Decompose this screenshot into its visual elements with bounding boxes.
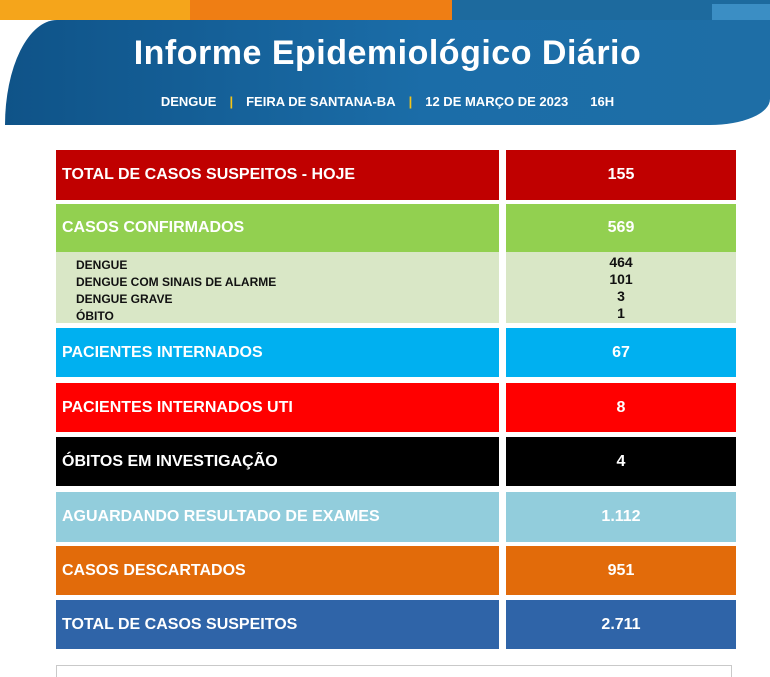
stripe-yellow: [0, 0, 190, 20]
breakdown-value: 101: [609, 271, 633, 287]
breakdown-label: DENGUE: [76, 258, 128, 272]
row-value: 569: [506, 204, 736, 252]
row-label: PACIENTES INTERNADOS: [56, 328, 499, 377]
row-value: 67: [506, 328, 736, 377]
row-label: ÓBITOS EM INVESTIGAÇÃO: [56, 437, 499, 486]
row-value: 4: [506, 437, 736, 486]
breakdown-value: 1: [617, 305, 625, 321]
row-label: TOTAL DE CASOS SUSPEITOS: [56, 600, 499, 649]
stripe-orange: [190, 0, 452, 20]
row-casos-descartados: [56, 546, 736, 595]
breakdown-label: ÓBITO: [76, 309, 114, 323]
disease-label: DENGUE: [160, 94, 217, 109]
city-label: FEIRA DE SANTANA-BA: [246, 94, 396, 109]
row-aguardando-exames: [56, 492, 736, 542]
row-label: TOTAL DE CASOS SUSPEITOS - HOJE: [56, 150, 499, 200]
row-obitos-investigacao: [56, 437, 736, 486]
stripe-light-blue: [712, 4, 770, 20]
separator: |: [408, 94, 413, 109]
row-value: 1.112: [506, 492, 736, 542]
breakdown-value: 464: [609, 254, 633, 270]
row-casos-confirmados: [56, 204, 736, 252]
row-value: 951: [506, 546, 736, 595]
row-label: CASOS DESCARTADOS: [56, 546, 499, 595]
row-total-suspeitos: [56, 600, 736, 649]
separator: |: [229, 94, 234, 109]
row-value: 155: [506, 150, 736, 200]
bottom-frame: [56, 665, 732, 677]
date-label: 12 DE MARÇO DE 2023: [425, 94, 569, 109]
page-title: Informe Epidemiológico Diário: [133, 34, 642, 72]
row-value: 2.711: [506, 600, 736, 649]
breakdown-labels: [56, 252, 499, 323]
row-label: PACIENTES INTERNADOS UTI: [56, 383, 499, 432]
time-label: 16H: [590, 94, 615, 109]
breakdown-values: [506, 252, 736, 323]
breakdown-label: DENGUE COM SINAIS DE ALARME: [76, 275, 277, 289]
confirmados-breakdown: [56, 252, 736, 323]
breakdown-label: DENGUE GRAVE: [76, 292, 173, 306]
row-internados-uti: [56, 383, 736, 432]
row-suspeitos-hoje: [56, 150, 736, 200]
row-label: CASOS CONFIRMADOS: [56, 204, 499, 252]
row-value: 8: [506, 383, 736, 432]
top-color-stripe: [0, 0, 770, 20]
banner-subtitle: [5, 94, 770, 109]
breakdown-value: 3: [617, 288, 625, 304]
row-label: AGUARDANDO RESULTADO DE EXAMES: [56, 492, 499, 542]
header-banner: [5, 20, 770, 125]
row-pacientes-internados: [56, 328, 736, 377]
